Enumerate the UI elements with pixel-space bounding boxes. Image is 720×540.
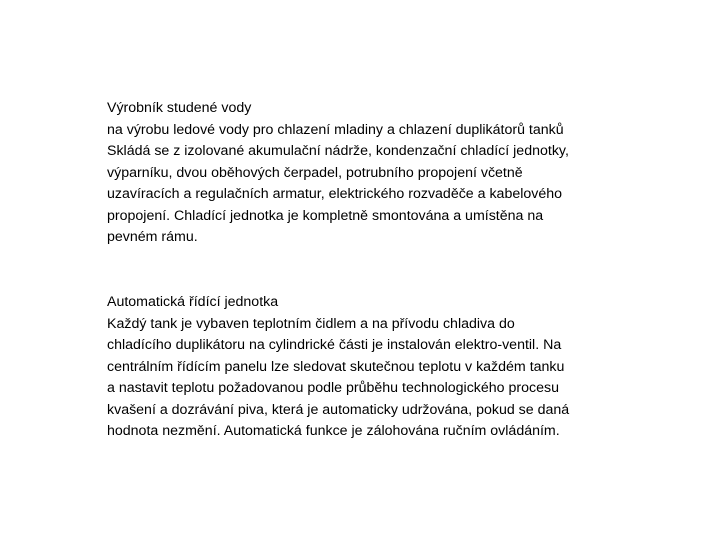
paragraph-line: centrálním řídícím panelu lze sledovat skutečnou teplotu v každém tanku bbox=[107, 358, 565, 375]
section-cold-water-generator bbox=[107, 98, 667, 249]
paragraph-line: chladícího duplikátoru na cylindrické části je instalován elektro-ventil. Na bbox=[107, 337, 562, 353]
paragraph-line: propojení. Chladící jednotka je kompletně smontována a umístěna na bbox=[107, 207, 544, 224]
paragraph-line: výparníku, dvou oběhových čerpadel, potrubního propojení včetně bbox=[107, 164, 523, 181]
paragraph-line: kvašení a dozrávání piva, která je automaticky udržována, pokud se daná bbox=[107, 401, 570, 418]
paragraph-line: pevném rámu. bbox=[107, 229, 198, 245]
paragraph-line: Skládá se z izolované akumulační nádrže, kondenzační chladící jednotky, bbox=[107, 143, 569, 159]
paragraph-line: Každý tank je vybaven teplotním čidlem a na přívodu chladiva do bbox=[107, 315, 515, 332]
paragraph-line: hodnota nezmění. Automatická funkce je zálohována ručním ovládáním. bbox=[107, 423, 560, 439]
section-automatic-control-unit bbox=[107, 292, 667, 443]
section-heading: Výrobník studené vody bbox=[107, 100, 252, 116]
section-heading: Automatická řídící jednotka bbox=[107, 294, 279, 310]
paragraph-line: na výrobu ledové vody pro chlazení mladiny a chlazení duplikátorů tanků bbox=[107, 121, 564, 138]
paragraph-line: a nastavit teplotu požadovanou podle průběhu technologického procesu bbox=[107, 380, 559, 396]
paragraph-line: uzavíracích a regulačních armatur, elektrického rozvaděče a kabelového bbox=[107, 186, 563, 202]
